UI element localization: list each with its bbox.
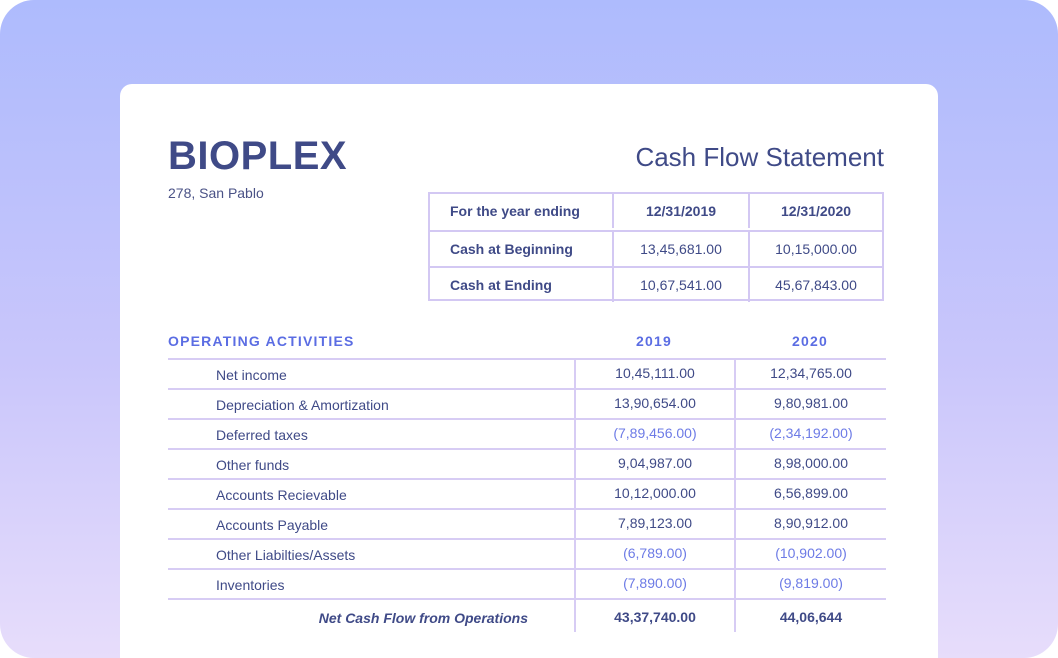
row-label: Accounts Recievable [216,487,347,503]
row-value-2019: (7,89,456.00) [574,420,734,448]
table-row [168,418,886,448]
net-cash-flow-2020: 44,06,644 [734,600,886,632]
row-label: Other Liabilties/Assets [216,547,356,563]
net-cash-flow-row [168,598,886,632]
net-cash-flow-2019: 43,37,740.00 [574,600,734,632]
cash-summary-table [428,192,884,301]
table-row [168,478,886,508]
row-label: Accounts Payable [216,517,329,533]
summary-header-row [430,194,882,230]
row-value-2019: 10,45,111.00 [574,360,734,388]
row-label: Inventories [216,577,285,593]
statement-card [120,84,938,658]
net-cash-flow-label: Net Cash Flow from Operations [318,610,528,626]
summary-row-cash-beginning [430,230,882,268]
row-value-2020: 6,56,899.00 [734,480,886,508]
table-row [168,358,886,388]
operating-year-2020: 2020 [792,333,828,349]
table-row [168,448,886,478]
table-row [168,388,886,418]
summary-value-2020: 10,15,000.00 [748,232,882,266]
company-name: BIOPLEX [168,134,348,178]
document-title: Cash Flow Statement [635,142,884,172]
row-value-2020: (9,819.00) [734,570,886,598]
operating-year-2019: 2019 [636,333,672,349]
row-value-2019: 9,04,987.00 [574,450,734,478]
row-label: Depreciation & Amortization [216,397,389,413]
operating-activities-table [168,358,886,632]
summary-header-2020: 12/31/2020 [748,194,882,228]
row-value-2020: 8,98,000.00 [734,450,886,478]
row-value-2019: 7,89,123.00 [574,510,734,538]
operating-activities-heading: OPERATING ACTIVITIES [168,333,355,349]
table-row [168,568,886,598]
row-value-2020: 9,80,981.00 [734,390,886,418]
summary-value-2019: 13,45,681.00 [612,232,748,266]
summary-value-2019: 10,67,541.00 [612,268,748,302]
summary-header-2019: 12/31/2019 [612,194,748,228]
summary-header-label: For the year ending [450,203,580,219]
row-label: Other funds [216,457,290,473]
row-label: Net income [216,367,287,383]
row-value-2020: (2,34,192.00) [734,420,886,448]
table-row [168,508,886,538]
summary-row-cash-ending [430,266,882,304]
table-row [168,538,886,568]
row-value-2019: (7,890.00) [574,570,734,598]
row-value-2020: (10,902.00) [734,540,886,568]
summary-value-2020: 45,67,843.00 [748,268,882,302]
summary-row-label: Cash at Beginning [450,241,573,257]
summary-row-label: Cash at Ending [450,277,552,293]
row-value-2019: (6,789.00) [574,540,734,568]
company-address: 278, San Pablo [168,185,264,201]
row-value-2019: 10,12,000.00 [574,480,734,508]
row-value-2020: 8,90,912.00 [734,510,886,538]
row-value-2019: 13,90,654.00 [574,390,734,418]
row-label: Deferred taxes [216,427,308,443]
row-value-2020: 12,34,765.00 [734,360,886,388]
